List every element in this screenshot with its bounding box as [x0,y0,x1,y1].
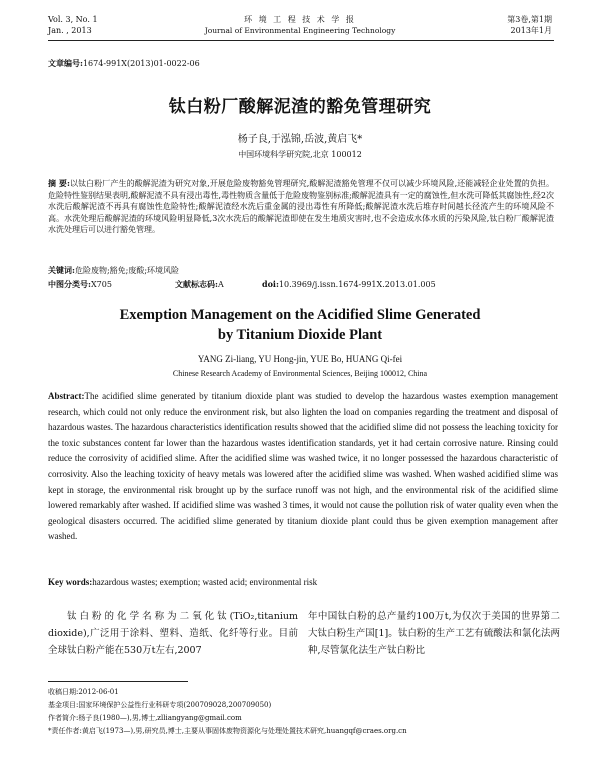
header-date-cn: 2013年1月 [510,26,552,35]
abstract-en-text: The acidified slime generated by titanium dioxide plant was studied to develop the hazardous wastes exemption management research, which could not only reduce the environment risk, but also lighten the load on companies regarding the treatment and disposal of hazardous wastes. The hazardous characteristics identification results showed that the acidified slime did not possess the leaching toxicity for the toxic substances content far lower than the hazardous wastes identification standards, yet it had certain corrosive nature. Rinsing could reduce the corrosivity of acidified slime. After the acidified slime was washed twice, it no longer possessed the hazardous characteristic of corrosivity. Also the leaching toxicity of heavy metals was lowered after the acidified slime was washed. When washed acidified slime was kept in storage, the environmental risk brought up by the surface runoff was not high, and the environmental risk of the acidified slime lowered remarkably after washed. If acidified slime was washed 3 times, it would not cause the pollution risk of water quality even when the geological disasters occurred. The acidified slime generated by titanium dioxide plant could thus be given exemption management after washed. [48,391,558,542]
keywords-cn-label: 关键词: [48,265,75,275]
article-number-label: 文章编号: [48,58,83,68]
document-code-value: A [217,280,224,289]
doi [262,279,436,290]
footnote-received: 收稿日期:2012-06-01 [48,688,119,696]
affiliation-en: Chinese Research Academy of Environmental Sciences, Beijing 100012, China [172,369,428,378]
header-journal-cn: 环 境 工 程 技 术 学 报 [244,15,356,24]
keywords-en-label: Key words: [48,577,93,587]
clc-label: 中图分类号: [48,279,91,289]
abstract-en [48,389,558,545]
doi-label: doi: [262,279,279,289]
title-cn: 钛白粉厂酸解泥渣的豁免管理研究 [168,97,432,117]
document-code-label: 文献标志码: [175,279,218,289]
header-volume-cn: 第3卷,第1期 [507,15,552,24]
keywords-cn-text: 危险废物;豁免;废酸;环境风险 [74,266,180,275]
clc-number [48,279,112,290]
document-code [175,279,224,290]
authors-cn: 杨子良,于泓锦,岳波,黄启飞* [237,134,363,145]
header-volume: Vol. 3, No. 1 [48,15,98,24]
abstract-cn [48,178,554,236]
body-paragraph-left: 钛白粉的化学名称为二氧化钛(TiO₂,titanium dioxide),广泛用于涂料、塑料、造纸、化纤等行业。目前全球钛白粉产能在530万t左右,2007 [48,611,298,656]
body-column-left [48,608,298,659]
keywords-cn [48,265,179,276]
abstract-en-label: Abstract: [48,391,85,401]
header-rule [48,40,554,41]
title-en [0,305,600,345]
article-number [48,58,200,69]
abstract-cn-text: 以钛白粉厂产生的酸解泥渣为研究对象,开展危险废物豁免管理研究,酸解泥渣豁免管理不仅可以减少环境风险,还能减轻企业处置的负担。危险特性鉴别结果表明,酸解泥渣不具有浸出毒性,毒性物质含量低于危险废物鉴别标准;酸解泥渣具有一定的腐蚀性,但水洗可降低其腐蚀性,经2次水洗后酸解泥渣不再具有腐蚀性危险特性;酸解泥渣经水洗后重金属的浸出毒性有所降低;酸解泥渣水洗后堆存时间越长径流产生的环境风险不高。水洗处理后酸解泥渣的环境风险明显降低,3次水洗后的酸解泥渣即使在发生地质灾害时,也不会造成水体水质的污染风险,钛白粉厂酸解泥渣水洗处理后可以进行豁免管理。 [48,179,554,235]
header-journal-en: Journal of Environmental Engineering Technology [204,26,396,35]
article-number-value: 1674-991X(2013)01-0022-06 [82,59,200,68]
footnote-fund: 基金项目:国家环境保护公益性行业科研专项(200709028,200709050) [48,701,272,709]
body-column-right [308,608,560,659]
body-paragraph-right: 年中国钛白粉的总产量约100万t,为仅次于美国的世界第二大钛白粉生产国[1]。钛白粉的生产工艺有硫酸法和氯化法两种,尽管氯化法生产钛白粉比 [308,611,560,656]
header-date: Jan. , 2013 [48,26,92,35]
title-en-line-1: Exemption Management on the Acidified Slime Generated [119,307,481,323]
abstract-cn-label: 摘 要: [48,178,70,188]
title-en-line-2: by Titanium Dioxide Plant [217,327,383,343]
footnote-rule [48,681,188,682]
keywords-en [48,577,558,587]
doi-value: 10.3969/j.issn.1674-991X.2013.01.005 [278,280,436,289]
clc-value: X705 [90,280,112,289]
affiliation-cn: 中国环境科学研究院,北京 100012 [238,150,362,159]
footnote-author: 作者简介:杨子良(1980—),男,博士,zlliangyang@gmail.com [48,714,242,722]
footnote-corresponding: *责任作者:黄启飞(1973—),男,研究员,博士,主要从事固体废物资源化与处理处置技术研究,huangqf@craes.org.cn [48,727,407,735]
keywords-en-text: hazardous wastes; exemption; wasted acid; environmental risk [92,577,318,587]
authors-en: YANG Zi-liang, YU Hong-jin, YUE Bo, HUANG Qi-fei [197,354,403,364]
